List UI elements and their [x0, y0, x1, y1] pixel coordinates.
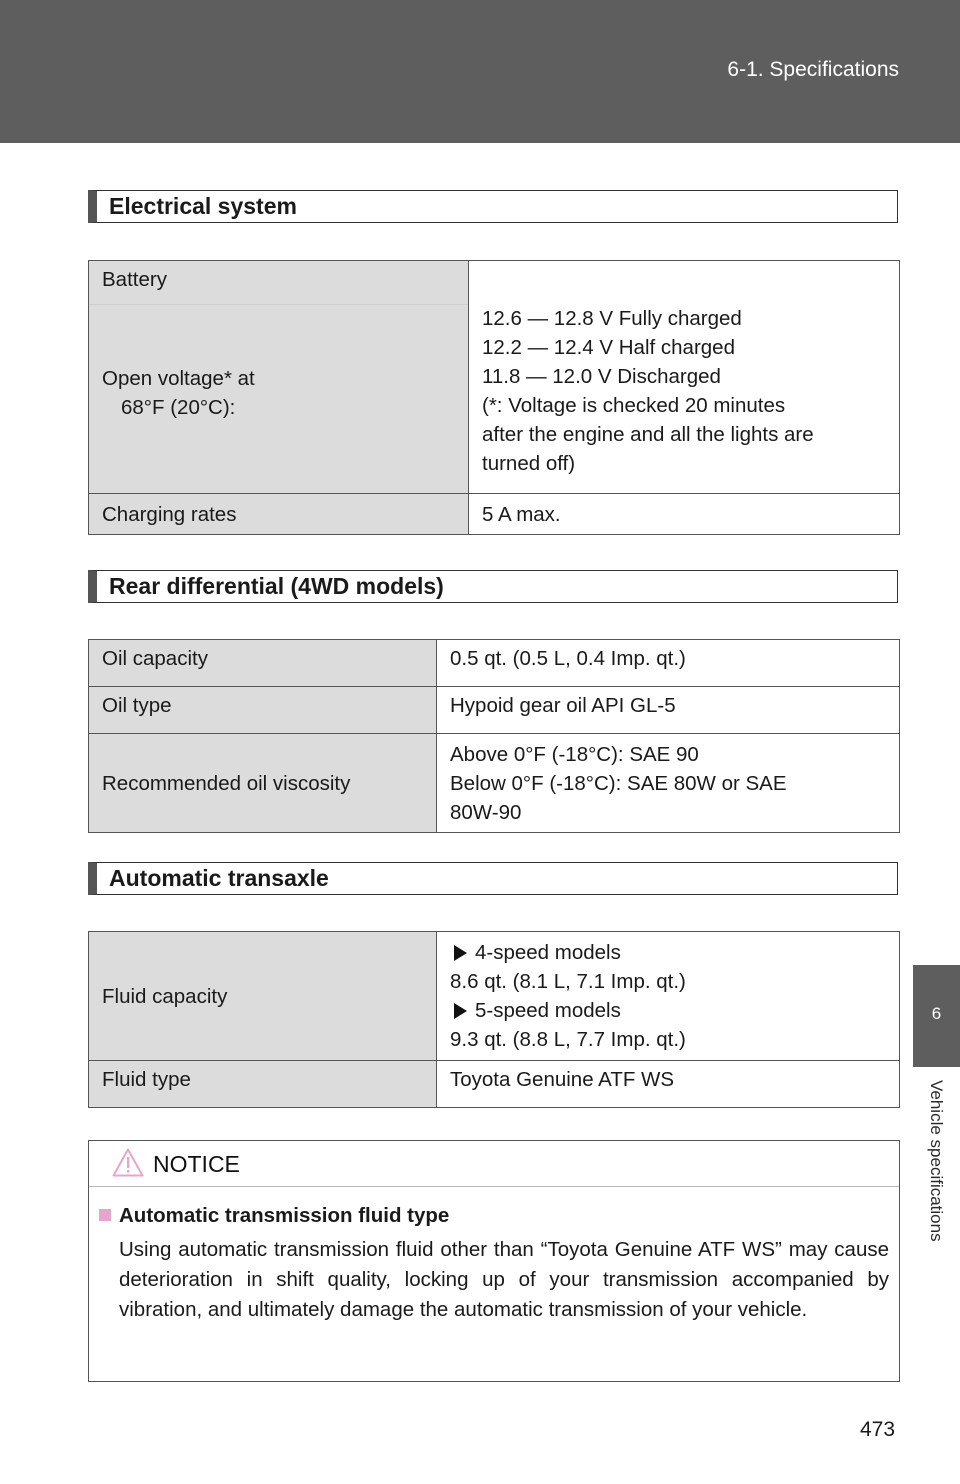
fluid-type-label: Fluid type	[89, 1061, 437, 1108]
automatic-transaxle-table	[88, 931, 900, 1108]
viscosity-above: Above 0°F (-18°C): SAE 90	[450, 742, 699, 766]
notice-header	[89, 1141, 899, 1187]
fluid-capacity-label: Fluid capacity	[89, 932, 437, 1061]
battery-label: Battery	[102, 268, 167, 291]
viscosity-below: Below 0°F (-18°C): SAE 80W or SAE	[450, 771, 787, 795]
capacity-4speed: 8.6 qt. (8.1 L, 7.1 Imp. qt.)	[450, 970, 686, 993]
notice-title: NOTICE	[153, 1151, 240, 1177]
oil-capacity-label: Oil capacity	[89, 640, 437, 687]
voltage-values	[469, 261, 900, 494]
oil-viscosity-label: Recommended oil viscosity	[89, 734, 437, 833]
voltage-note-line3: turned off)	[482, 452, 576, 475]
open-voltage-temp-label: 68°F (20°C):	[121, 396, 236, 419]
notice-subtitle: Automatic transmission fluid type	[99, 1204, 449, 1228]
square-bullet-icon	[99, 1209, 111, 1221]
model-5speed: 5-speed models	[450, 996, 886, 1025]
capacity-5speed: 9.3 qt. (8.8 L, 7.7 Imp. qt.)	[450, 1028, 686, 1051]
fluid-type-value: Toyota Genuine ATF WS	[437, 1061, 900, 1108]
chapter-number: 6	[931, 1004, 942, 1023]
oil-capacity-value: 0.5 qt. (0.5 L, 0.4 Imp. qt.)	[437, 640, 900, 687]
automatic-transaxle-heading: Automatic transaxle	[88, 862, 898, 895]
chapter-label: Vehicle specifications	[927, 1080, 946, 1242]
viscosity-below-cont: 80W-90	[450, 800, 522, 824]
voltage-fully-charged: 12.6 — 12.8 V Fully charged	[482, 307, 742, 330]
model-4speed: 4-speed models	[450, 938, 886, 967]
charging-rates-value: 5 A max.	[469, 494, 900, 535]
rear-differential-table	[88, 639, 900, 833]
notice-body: Using automatic transmission fluid other than “Toyota Genuine ATF WS” may cause deterioration in shift quality, locking up of your transmission accompanied by vibration, and ultimately damage the automatic transmission of your vehicle.	[119, 1238, 889, 1321]
electrical-system-table	[88, 260, 900, 535]
voltage-note-line2: after the engine and all the lights are	[482, 423, 814, 446]
oil-viscosity-values	[437, 734, 900, 833]
oil-type-value: Hypoid gear oil API GL-5	[437, 687, 900, 734]
oil-type-label: Oil type	[89, 687, 437, 734]
voltage-discharged: 11.8 — 12.0 V Discharged	[482, 365, 721, 388]
notice-box	[88, 1140, 900, 1382]
fluid-capacity-values	[437, 932, 900, 1061]
page-number: 473	[860, 1418, 896, 1441]
electrical-system-heading: Electrical system	[88, 190, 898, 223]
voltage-half-charged: 12.2 — 12.4 V Half charged	[482, 336, 735, 359]
warning-triangle-icon	[112, 1148, 144, 1177]
battery-label-cell	[89, 261, 469, 494]
open-voltage-label: Open voltage* at	[102, 367, 255, 390]
section-title: 6-1. Specifications	[727, 58, 899, 81]
rear-differential-heading: Rear differential (4WD models)	[88, 570, 898, 603]
pointer-arrow-icon	[454, 945, 467, 961]
pointer-arrow-icon	[454, 1003, 467, 1019]
voltage-note-line1: (*: Voltage is checked 20 minutes	[482, 394, 786, 417]
charging-rates-label: Charging rates	[89, 494, 469, 535]
